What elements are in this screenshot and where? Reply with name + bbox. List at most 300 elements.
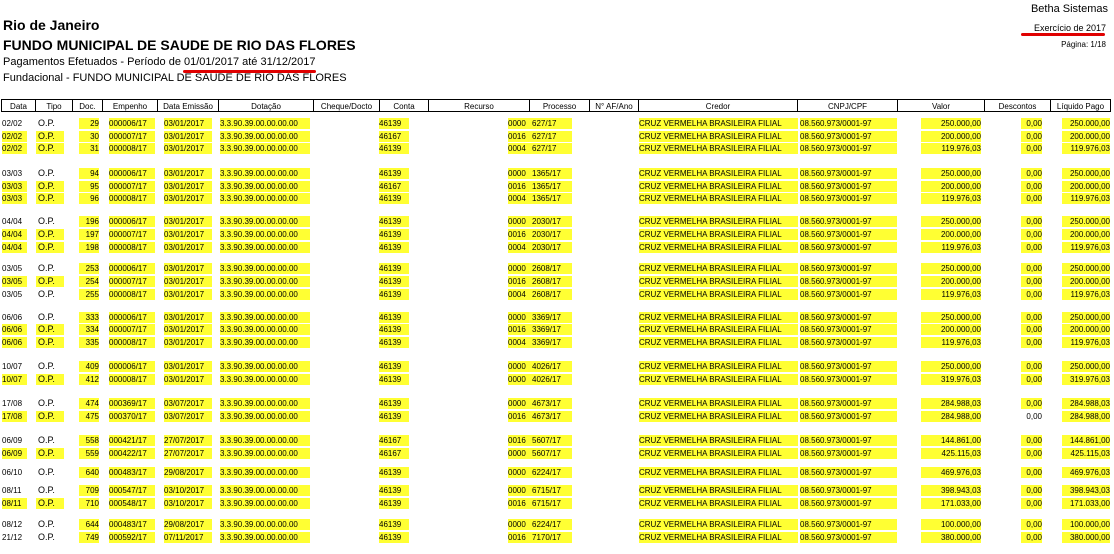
cell-credor: CRUZ VERMELHA BRASILEIRA FILIAL xyxy=(639,324,798,335)
cell-descontos: 0,00 xyxy=(1021,337,1042,348)
cell-tipo: O.P. xyxy=(36,229,64,240)
cell-conta: 46139 xyxy=(379,242,409,253)
cell-dotacao: 3.3.90.39.00.00.00.00 xyxy=(220,276,310,287)
column-header: N° AF/Ano xyxy=(589,99,639,112)
cell-descontos: 0,00 xyxy=(1021,312,1042,323)
cell-credor: CRUZ VERMELHA BRASILEIRA FILIAL xyxy=(639,216,798,227)
cell-conta: 46167 xyxy=(379,181,409,192)
cell-emissao: 27/07/2017 xyxy=(164,435,212,446)
cell-conta: 46139 xyxy=(379,168,409,179)
cell-data: 03/03 xyxy=(2,169,23,178)
table-row xyxy=(2,181,1111,193)
cell-cnpj: 08.560.973/0001-97 xyxy=(800,519,897,530)
cell-empenho: 000592/17 xyxy=(109,532,155,543)
cell-conta: 46139 xyxy=(379,263,409,274)
cell-dotacao: 3.3.90.39.00.00.00.00 xyxy=(220,229,310,240)
cell-credor: CRUZ VERMELHA BRASILEIRA FILIAL xyxy=(639,131,798,142)
cell-valor: 469.976,03 xyxy=(921,467,981,478)
cell-doc: 95 xyxy=(79,181,99,192)
cell-liquido: 119.976,03 xyxy=(1062,193,1110,204)
column-header: Líquido Pago xyxy=(1050,99,1111,112)
cell-conta: 46139 xyxy=(379,411,409,422)
cell-credor: CRUZ VERMELHA BRASILEIRA FILIAL xyxy=(639,411,798,422)
cell-conta: 46139 xyxy=(379,229,409,240)
cell-valor: 319.976,03 xyxy=(921,374,981,385)
cell-tipo: O.P. xyxy=(38,361,55,371)
table-row xyxy=(2,374,1111,386)
cell-tipo: O.P. xyxy=(36,131,64,142)
cell-valor: 200.000,00 xyxy=(921,324,981,335)
cell-conta: 46139 xyxy=(379,398,409,409)
table-row xyxy=(2,398,1111,410)
cell-emissao: 03/01/2017 xyxy=(164,374,212,385)
cell-cnpj: 08.560.973/0001-97 xyxy=(800,229,897,240)
cell-credor: CRUZ VERMELHA BRASILEIRA FILIAL xyxy=(639,168,798,179)
cell-cnpj: 08.560.973/0001-97 xyxy=(800,361,897,372)
company-name: Betha Sistemas xyxy=(1030,3,1108,15)
city-title: Rio de Janeiro xyxy=(3,17,100,33)
cell-data: 04/04 xyxy=(2,217,23,226)
cell-tipo: O.P. xyxy=(38,216,55,226)
table-row xyxy=(2,435,1111,447)
cell-tipo: O.P. xyxy=(36,276,64,287)
cell-tipo: O.P. xyxy=(36,374,64,385)
cell-valor: 284.988,00 xyxy=(921,411,981,422)
cell-dotacao: 3.3.90.39.00.00.00.00 xyxy=(220,485,310,496)
cell-descontos: 0,00 xyxy=(1021,485,1042,496)
cell-tipo: O.P. xyxy=(36,181,64,192)
column-header: Doc. xyxy=(72,99,103,112)
cell-processo: 2608/17 xyxy=(532,263,572,274)
cell-liquido: 100.000,00 xyxy=(1062,519,1110,530)
cell-doc: 333 xyxy=(79,312,99,323)
cell-doc: 640 xyxy=(79,467,99,478)
cell-valor: 144.861,00 xyxy=(921,435,981,446)
cell-descontos: 0,00 xyxy=(1021,448,1042,459)
cell-empenho: 000548/17 xyxy=(109,498,155,509)
cell-liquido: 250.000,00 xyxy=(1062,118,1110,129)
cell-conta: 46167 xyxy=(379,131,409,142)
cell-dotacao: 3.3.90.39.00.00.00.00 xyxy=(220,498,310,509)
cell-credor: CRUZ VERMELHA BRASILEIRA FILIAL xyxy=(639,143,798,154)
cell-valor: 250.000,00 xyxy=(921,168,981,179)
cell-descontos: 0,00 xyxy=(1021,519,1042,530)
cell-recurso: 0000 xyxy=(508,374,532,385)
cell-processo: 2030/17 xyxy=(532,229,572,240)
cell-dotacao: 3.3.90.39.00.00.00.00 xyxy=(220,361,310,372)
table-row xyxy=(2,337,1111,349)
cell-emissao: 03/01/2017 xyxy=(164,276,212,287)
cell-dotacao: 3.3.90.39.00.00.00.00 xyxy=(220,131,310,142)
cell-data: 08/11 xyxy=(2,486,22,495)
cell-processo: 5607/17 xyxy=(532,435,572,446)
cell-tipo: O.P. xyxy=(38,168,55,178)
cell-dotacao: 3.3.90.39.00.00.00.00 xyxy=(220,324,310,335)
cell-valor: 119.976,03 xyxy=(921,337,981,348)
cell-cnpj: 08.560.973/0001-97 xyxy=(800,216,897,227)
cell-descontos: 0,00 xyxy=(1021,229,1042,240)
cell-processo: 4026/17 xyxy=(532,374,572,385)
column-header: Empenho xyxy=(102,99,158,112)
cell-data: 06/06 xyxy=(2,313,23,322)
cell-descontos: 0,00 xyxy=(1021,193,1042,204)
cell-doc: 335 xyxy=(79,337,99,348)
cell-credor: CRUZ VERMELHA BRASILEIRA FILIAL xyxy=(639,361,798,372)
column-header: Tipo xyxy=(35,99,73,112)
cell-descontos: 0,00 xyxy=(1021,216,1042,227)
cell-dotacao: 3.3.90.39.00.00.00.00 xyxy=(220,289,310,300)
cell-tipo: O.P. xyxy=(38,467,55,477)
cell-dotacao: 3.3.90.39.00.00.00.00 xyxy=(220,181,310,192)
cell-data: 06/06 xyxy=(2,324,27,335)
period-prefix: Pagamentos Efetuados - Período de xyxy=(3,56,185,68)
red-underline-exercicio xyxy=(1021,33,1105,36)
cell-processo: 6224/17 xyxy=(532,519,572,530)
cell-cnpj: 08.560.973/0001-97 xyxy=(800,131,897,142)
cell-empenho: 000006/17 xyxy=(109,312,155,323)
cell-descontos: 0,00 xyxy=(1021,324,1042,335)
cell-liquido: 250.000,00 xyxy=(1062,216,1110,227)
cell-emissao: 03/01/2017 xyxy=(164,181,212,192)
cell-emissao: 27/07/2017 xyxy=(164,448,212,459)
cell-cnpj: 08.560.973/0001-97 xyxy=(800,374,897,385)
column-header: Descontos xyxy=(984,99,1051,112)
cell-empenho: 000008/17 xyxy=(109,242,155,253)
table-row xyxy=(2,143,1111,155)
cell-descontos: 0,00 xyxy=(1021,118,1042,129)
cell-cnpj: 08.560.973/0001-97 xyxy=(800,181,897,192)
cell-valor: 171.033,00 xyxy=(921,498,981,509)
cell-emissao: 07/11/2017 xyxy=(164,532,212,543)
cell-processo: 6224/17 xyxy=(532,467,572,478)
cell-empenho: 000008/17 xyxy=(109,289,155,300)
cell-empenho: 000007/17 xyxy=(109,229,155,240)
cell-liquido: 200.000,00 xyxy=(1062,131,1110,142)
table-row xyxy=(2,193,1111,205)
cell-tipo: O.P. xyxy=(36,411,64,422)
cell-valor: 250.000,00 xyxy=(921,312,981,323)
table-row xyxy=(2,324,1111,336)
cell-cnpj: 08.560.973/0001-97 xyxy=(800,118,897,129)
cell-recurso: 0004 xyxy=(508,143,532,154)
cell-tipo: O.P. xyxy=(38,485,55,495)
cell-processo: 627/17 xyxy=(532,143,572,154)
cell-cnpj: 08.560.973/0001-97 xyxy=(800,337,897,348)
cell-cnpj: 08.560.973/0001-97 xyxy=(800,435,897,446)
exercicio-label: Exercício de 2017 xyxy=(1033,23,1106,33)
cell-cnpj: 08.560.973/0001-97 xyxy=(800,485,897,496)
cell-doc: 253 xyxy=(79,263,99,274)
fundacional-line: Fundacional - FUNDO MUNICIPAL DE SAUDE DE RIO DAS FLORES xyxy=(3,72,347,84)
cell-processo: 6715/17 xyxy=(532,498,572,509)
cell-data: 17/08 xyxy=(2,411,27,422)
table-row xyxy=(2,519,1111,531)
cell-dotacao: 3.3.90.39.00.00.00.00 xyxy=(220,242,310,253)
cell-processo: 4673/17 xyxy=(532,411,572,422)
cell-processo: 2608/17 xyxy=(532,289,572,300)
cell-empenho: 000008/17 xyxy=(109,337,155,348)
cell-processo: 3369/17 xyxy=(532,324,572,335)
cell-dotacao: 3.3.90.39.00.00.00.00 xyxy=(220,467,310,478)
cell-data: 06/09 xyxy=(2,436,23,445)
cell-emissao: 03/01/2017 xyxy=(164,324,212,335)
cell-descontos: 0,00 xyxy=(1021,263,1042,274)
cell-recurso: 0000 xyxy=(508,216,532,227)
cell-recurso: 0000 xyxy=(508,263,532,274)
cell-data: 04/04 xyxy=(2,242,27,253)
cell-credor: CRUZ VERMELHA BRASILEIRA FILIAL xyxy=(639,337,798,348)
cell-emissao: 03/01/2017 xyxy=(164,193,212,204)
cell-credor: CRUZ VERMELHA BRASILEIRA FILIAL xyxy=(639,118,798,129)
cell-dotacao: 3.3.90.39.00.00.00.00 xyxy=(220,143,310,154)
cell-empenho: 000007/17 xyxy=(109,181,155,192)
cell-dotacao: 3.3.90.39.00.00.00.00 xyxy=(220,411,310,422)
table-row xyxy=(2,242,1111,254)
cell-credor: CRUZ VERMELHA BRASILEIRA FILIAL xyxy=(639,181,798,192)
table-row xyxy=(2,485,1111,497)
cell-doc: 749 xyxy=(79,532,99,543)
cell-tipo: O.P. xyxy=(36,498,64,509)
cell-conta: 46139 xyxy=(379,498,409,509)
cell-doc: 254 xyxy=(79,276,99,287)
cell-tipo: O.P. xyxy=(38,263,55,273)
cell-recurso: 0016 xyxy=(508,324,532,335)
cell-dotacao: 3.3.90.39.00.00.00.00 xyxy=(220,448,310,459)
cell-recurso: 0016 xyxy=(508,411,532,422)
cell-recurso: 0000 xyxy=(508,361,532,372)
cell-doc: 94 xyxy=(79,168,99,179)
cell-liquido: 469.976,03 xyxy=(1062,467,1110,478)
cell-valor: 200.000,00 xyxy=(921,229,981,240)
cell-doc: 30 xyxy=(79,131,99,142)
column-header: Conta xyxy=(379,99,429,112)
cell-emissao: 03/01/2017 xyxy=(164,263,212,274)
cell-conta: 46139 xyxy=(379,118,409,129)
cell-valor: 284.988,03 xyxy=(921,398,981,409)
cell-recurso: 0000 xyxy=(508,448,532,459)
cell-tipo: O.P. xyxy=(36,448,64,459)
table-row xyxy=(2,312,1111,324)
cell-tipo: O.P. xyxy=(36,337,64,348)
cell-credor: CRUZ VERMELHA BRASILEIRA FILIAL xyxy=(639,435,798,446)
page-number: Página: 1/18 xyxy=(1061,40,1106,49)
cell-emissao: 03/01/2017 xyxy=(164,361,212,372)
cell-data: 02/02 xyxy=(2,143,27,154)
cell-dotacao: 3.3.90.39.00.00.00.00 xyxy=(220,193,310,204)
cell-doc: 96 xyxy=(79,193,99,204)
cell-doc: 709 xyxy=(79,485,99,496)
table-row xyxy=(2,168,1111,180)
cell-emissao: 03/01/2017 xyxy=(164,242,212,253)
cell-dotacao: 3.3.90.39.00.00.00.00 xyxy=(220,374,310,385)
cell-liquido: 119.976,03 xyxy=(1062,337,1110,348)
cell-credor: CRUZ VERMELHA BRASILEIRA FILIAL xyxy=(639,289,798,300)
cell-empenho: 000006/17 xyxy=(109,216,155,227)
cell-recurso: 0000 xyxy=(508,168,532,179)
cell-valor: 250.000,00 xyxy=(921,263,981,274)
cell-tipo: O.P. xyxy=(38,435,55,445)
cell-tipo: O.P. xyxy=(38,519,55,529)
cell-doc: 197 xyxy=(79,229,99,240)
cell-valor: 119.976,03 xyxy=(921,193,981,204)
cell-processo: 4673/17 xyxy=(532,398,572,409)
cell-cnpj: 08.560.973/0001-97 xyxy=(800,168,897,179)
cell-credor: CRUZ VERMELHA BRASILEIRA FILIAL xyxy=(639,519,798,530)
cell-conta: 46139 xyxy=(379,276,409,287)
cell-credor: CRUZ VERMELHA BRASILEIRA FILIAL xyxy=(639,193,798,204)
cell-conta: 46139 xyxy=(379,193,409,204)
cell-tipo: O.P. xyxy=(36,193,64,204)
cell-credor: CRUZ VERMELHA BRASILEIRA FILIAL xyxy=(639,532,798,543)
cell-liquido: 200.000,00 xyxy=(1062,324,1110,335)
cell-liquido: 119.976,03 xyxy=(1062,143,1110,154)
cell-doc: 474 xyxy=(79,398,99,409)
cell-recurso: 0016 xyxy=(508,131,532,142)
cell-valor: 425.115,03 xyxy=(921,448,981,459)
cell-liquido: 250.000,00 xyxy=(1062,263,1110,274)
table-row xyxy=(2,448,1111,460)
cell-empenho: 000483/17 xyxy=(109,467,155,478)
cell-data: 06/06 xyxy=(2,337,27,348)
cell-empenho: 000421/17 xyxy=(109,435,155,446)
cell-credor: CRUZ VERMELHA BRASILEIRA FILIAL xyxy=(639,498,798,509)
cell-cnpj: 08.560.973/0001-97 xyxy=(800,263,897,274)
cell-processo: 4026/17 xyxy=(532,361,572,372)
column-header: Credor xyxy=(638,99,798,112)
cell-cnpj: 08.560.973/0001-97 xyxy=(800,398,897,409)
cell-conta: 46139 xyxy=(379,519,409,530)
cell-descontos: 0,00 xyxy=(1021,374,1042,385)
table-row xyxy=(2,276,1111,288)
cell-valor: 250.000,00 xyxy=(921,361,981,372)
cell-credor: CRUZ VERMELHA BRASILEIRA FILIAL xyxy=(639,485,798,496)
cell-emissao: 29/08/2017 xyxy=(164,519,212,530)
cell-cnpj: 08.560.973/0001-97 xyxy=(800,312,897,323)
cell-emissao: 03/10/2017 xyxy=(164,485,212,496)
cell-dotacao: 3.3.90.39.00.00.00.00 xyxy=(220,263,310,274)
column-header: Data xyxy=(1,99,36,112)
cell-valor: 119.976,03 xyxy=(921,289,981,300)
cell-processo: 6715/17 xyxy=(532,485,572,496)
cell-valor: 250.000,00 xyxy=(921,118,981,129)
cell-processo: 627/17 xyxy=(532,131,572,142)
cell-emissao: 03/01/2017 xyxy=(164,229,212,240)
cell-valor: 119.976,03 xyxy=(921,143,981,154)
cell-tipo: O.P. xyxy=(38,532,55,542)
cell-emissao: 03/01/2017 xyxy=(164,118,212,129)
table-row xyxy=(2,289,1111,301)
cell-conta: 46139 xyxy=(379,216,409,227)
cell-liquido: 284.988,03 xyxy=(1062,398,1110,409)
cell-dotacao: 3.3.90.39.00.00.00.00 xyxy=(220,398,310,409)
cell-cnpj: 08.560.973/0001-97 xyxy=(800,411,897,422)
cell-data: 08/12 xyxy=(2,520,23,529)
cell-credor: CRUZ VERMELHA BRASILEIRA FILIAL xyxy=(639,229,798,240)
cell-data: 03/05 xyxy=(2,290,23,299)
cell-emissao: 03/01/2017 xyxy=(164,168,212,179)
cell-emissao: 03/01/2017 xyxy=(164,143,212,154)
cell-liquido: 250.000,00 xyxy=(1062,168,1110,179)
cell-recurso: 0016 xyxy=(508,276,532,287)
cell-tipo: O.P. xyxy=(36,324,64,335)
table-row xyxy=(2,229,1111,241)
cell-tipo: O.P. xyxy=(38,118,55,128)
cell-emissao: 03/01/2017 xyxy=(164,289,212,300)
cell-dotacao: 3.3.90.39.00.00.00.00 xyxy=(220,337,310,348)
cell-valor: 250.000,00 xyxy=(921,216,981,227)
cell-recurso: 0016 xyxy=(508,229,532,240)
cell-dotacao: 3.3.90.39.00.00.00.00 xyxy=(220,519,310,530)
cell-recurso: 0004 xyxy=(508,337,532,348)
cell-tipo: O.P. xyxy=(36,143,64,154)
table-header xyxy=(2,99,1111,112)
cell-descontos: 0,00 xyxy=(1021,276,1042,287)
cell-credor: CRUZ VERMELHA BRASILEIRA FILIAL xyxy=(639,312,798,323)
cell-processo: 5607/17 xyxy=(532,448,572,459)
cell-cnpj: 08.560.973/0001-97 xyxy=(800,467,897,478)
cell-doc: 412 xyxy=(79,374,99,385)
cell-processo: 2608/17 xyxy=(532,276,572,287)
cell-credor: CRUZ VERMELHA BRASILEIRA FILIAL xyxy=(639,374,798,385)
cell-conta: 46139 xyxy=(379,467,409,478)
cell-doc: 644 xyxy=(79,519,99,530)
period-line xyxy=(3,56,316,68)
cell-valor: 100.000,00 xyxy=(921,519,981,530)
cell-data: 21/12 xyxy=(2,533,23,542)
table-row xyxy=(2,411,1111,423)
cell-doc: 29 xyxy=(79,118,99,129)
cell-empenho: 000008/17 xyxy=(109,193,155,204)
cell-descontos: 0,00 xyxy=(1021,398,1042,409)
cell-credor: CRUZ VERMELHA BRASILEIRA FILIAL xyxy=(639,398,798,409)
cell-tipo: O.P. xyxy=(38,312,55,322)
column-header: Dotação xyxy=(218,99,314,112)
cell-data: 02/02 xyxy=(2,131,27,142)
cell-descontos: 0,00 xyxy=(1021,435,1042,446)
cell-conta: 46139 xyxy=(379,337,409,348)
cell-liquido: 250.000,00 xyxy=(1062,361,1110,372)
cell-descontos: 0,00 xyxy=(1021,289,1042,300)
cell-tipo: O.P. xyxy=(38,289,55,299)
cell-empenho: 000006/17 xyxy=(109,168,155,179)
cell-empenho: 000006/17 xyxy=(109,361,155,372)
cell-processo: 1365/17 xyxy=(532,193,572,204)
cell-cnpj: 08.560.973/0001-97 xyxy=(800,143,897,154)
cell-liquido: 119.976,03 xyxy=(1062,289,1110,300)
table-row xyxy=(2,467,1111,479)
cell-conta: 46139 xyxy=(379,532,409,543)
cell-empenho: 000006/17 xyxy=(109,263,155,274)
cell-cnpj: 08.560.973/0001-97 xyxy=(800,289,897,300)
cell-descontos: 0,00 xyxy=(1021,532,1042,543)
cell-recurso: 0016 xyxy=(508,435,532,446)
cell-emissao: 03/01/2017 xyxy=(164,312,212,323)
cell-liquido: 380.000,00 xyxy=(1062,532,1110,543)
cell-data: 06/10 xyxy=(2,468,23,477)
cell-recurso: 0000 xyxy=(508,485,532,496)
cell-liquido: 398.943,03 xyxy=(1062,485,1110,496)
cell-recurso: 0000 xyxy=(508,398,532,409)
cell-empenho: 000007/17 xyxy=(109,131,155,142)
cell-conta: 46139 xyxy=(379,485,409,496)
cell-doc: 198 xyxy=(79,242,99,253)
cell-data: 04/04 xyxy=(2,229,27,240)
cell-descontos: 0,00 xyxy=(1021,168,1042,179)
cell-descontos: 0,00 xyxy=(1021,467,1042,478)
cell-credor: CRUZ VERMELHA BRASILEIRA FILIAL xyxy=(639,263,798,274)
cell-emissao: 03/01/2017 xyxy=(164,131,212,142)
table-row xyxy=(2,263,1111,275)
